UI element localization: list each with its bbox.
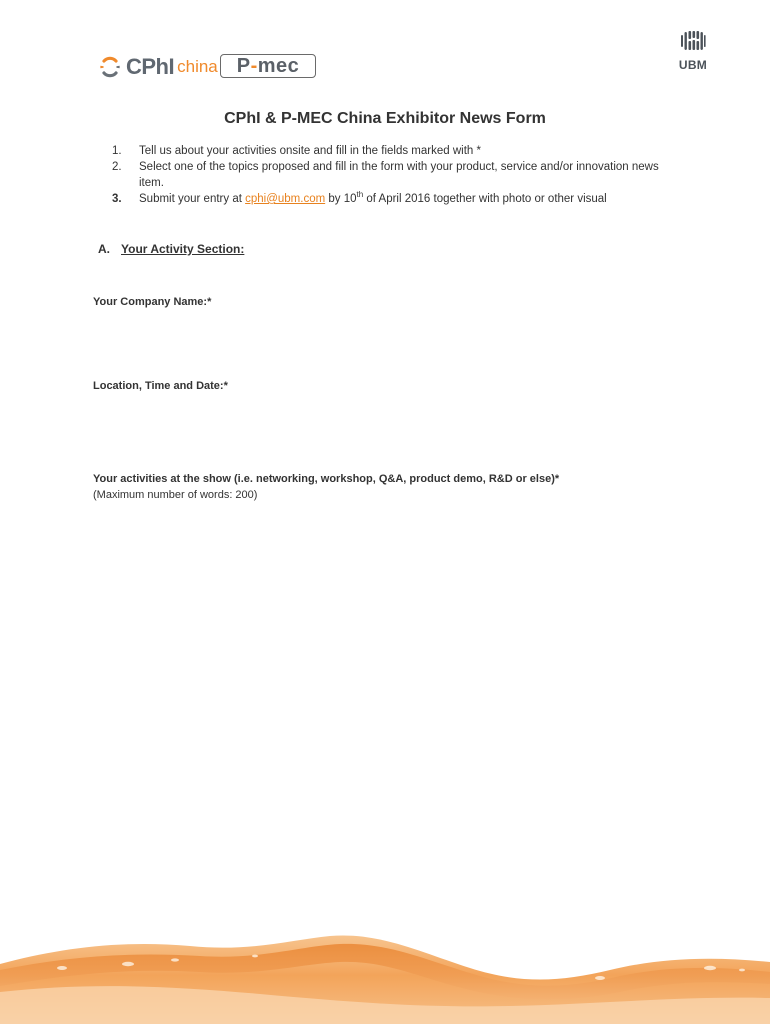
- instruction-number: 2.: [112, 161, 122, 173]
- ubm-globe-icon: [680, 30, 706, 52]
- instruction-item: [112, 191, 672, 207]
- section-heading: [98, 242, 244, 256]
- pmec-logo: [220, 54, 316, 78]
- section-title: Your Activity Section:: [121, 242, 245, 256]
- instructions-list: [112, 143, 672, 207]
- cphi-region-text: china: [177, 57, 218, 76]
- ubm-logo: [674, 30, 712, 72]
- cphi-swirl-icon: [98, 55, 122, 79]
- location-time-date-label: Location, Time and Date:*: [93, 380, 228, 392]
- date-superscript: th: [356, 190, 364, 200]
- instruction-item: [112, 143, 672, 159]
- cphi-brand-text: CPhI: [126, 54, 175, 79]
- form-title: CPhI & P-MEC China Exhibitor News Form: [224, 110, 546, 127]
- ubm-logo-text: UBM: [678, 58, 708, 72]
- instruction-number: 3.: [112, 193, 122, 205]
- pmec-prefix: P: [236, 54, 251, 77]
- company-name-label: Your Company Name:*: [93, 296, 212, 308]
- pmec-suffix: mec: [257, 54, 300, 77]
- instruction-text-after: of April 2016 together with photo or other visual: [363, 193, 607, 205]
- instruction-text-mid: by 10: [325, 193, 357, 205]
- email-link[interactable]: cphi@ubm.com: [245, 193, 326, 205]
- section-letter: A.: [98, 242, 110, 256]
- instruction-text: [139, 191, 672, 207]
- instruction-number: 1.: [112, 145, 122, 157]
- activities-word-limit-note: (Maximum number of words: 200): [93, 489, 258, 501]
- instruction-item: [112, 159, 672, 191]
- activities-label: Your activities at the show (i.e. networking, workshop, Q&A, product demo, R&D or else)*: [93, 473, 560, 485]
- pmec-dash: -: [250, 54, 258, 77]
- instruction-text: Tell us about your activities onsite and fill in the fields marked with *: [139, 145, 481, 157]
- cphi-china-logo: [98, 52, 218, 82]
- instruction-text: Select one of the topics proposed and fill in the form with your product, service and/or innovation news item.: [139, 161, 659, 189]
- instruction-text-before: Submit your entry at: [139, 193, 246, 205]
- orange-liquid-wave: [0, 912, 770, 1024]
